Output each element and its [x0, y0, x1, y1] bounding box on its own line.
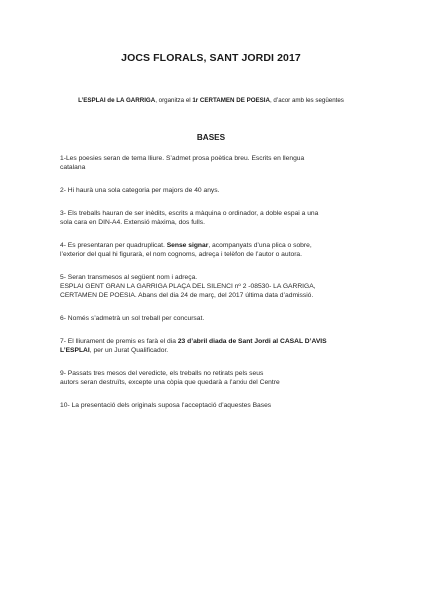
base-item-5 [60, 273, 390, 300]
base-2-line-1: 2- Hi haurà una sola categoria per majors de 40 anys. [60, 187, 220, 194]
base-7-line-2 [60, 346, 390, 355]
base-4-text-a: 4- Es presentaran per quadruplicat. [60, 242, 167, 249]
base-3-line-2: sola cara en DIN-A4. Extensió màxima, dos fulls. [60, 219, 205, 226]
base-7-text-a: 7- El lliurament de premis es farà el dia [60, 338, 178, 345]
base-item-10 [60, 401, 390, 410]
base-6-line-1: 6- Només s’admetrà un sol treball per concursat. [60, 315, 205, 322]
bases-heading: BASES [196, 133, 226, 142]
base-item-4 [60, 241, 390, 259]
base-item-9 [60, 369, 390, 387]
base-7-date-place: 23 d’abril diada de Sant Jordi al CASAL D’AVIS [177, 338, 327, 345]
base-1-line-1: 1-Les poesies seran de tema lliure. S’admet prosa poètica breu. Escrits en llengua [60, 155, 305, 162]
base-7-line-1 [60, 337, 390, 346]
base-item-7 [60, 337, 390, 355]
base-4-text-c: , acompanyats d’una plica o sobre, [208, 242, 312, 249]
base-4-unsigned: Sense signar [166, 242, 209, 249]
base-item-3 [60, 209, 390, 227]
base-5-line-3: CERTAMEN DE POESIA. Abans del dia 24 de març, del 2017 última data d’admissió. [60, 292, 314, 299]
intro-text-1: , organitza el [155, 97, 193, 104]
base-10-line-1: 10- La presentació dels originals suposa l’acceptació d’aquestes Bases [60, 402, 272, 409]
intro-text-2: , d’acor amb les següentes [269, 97, 344, 104]
base-item-2 [60, 186, 390, 195]
intro-organizer: L’ESPLAI de LA GARRIGA [78, 97, 156, 104]
base-item-6 [60, 314, 390, 323]
base-9-line-1: 9- Passats tres mesos del veredicte, els treballs no retirats pels seus [60, 370, 264, 377]
base-item-1 [60, 154, 390, 172]
base-1-line-2: catalana [60, 164, 86, 171]
base-3-line-1: 3- Els treballs hauran de ser inèdits, escrits a màquina o ordinador, a doble espai a una [60, 210, 319, 217]
base-4-line-1 [60, 241, 390, 250]
intro-contest: 1r CERTAMEN DE POESIA [192, 97, 270, 104]
bases-list [60, 154, 390, 424]
base-5-line-2: ESPLAI GENT GRAN LA GARRIGA PLAÇA DEL SILENCI nº 2 -08530- LA GARRIGA, [60, 283, 316, 290]
base-7-venue: L’ESPLAI [60, 347, 90, 354]
base-4-line-2: l’exterior del qual hi figurarà, el nom cognoms, adreça i telèfon de l’autor o autora. [60, 251, 303, 258]
base-7-text-b: , per un Jurat Qualificador. [89, 347, 169, 354]
base-5-line-1: 5- Seran transmesos al següent nom i adreça. [60, 274, 198, 281]
intro-line [0, 97, 422, 104]
document-title: JOCS FLORALS, SANT JORDI 2017 [121, 52, 301, 64]
base-9-line-2: autors seran destruïts, excepte una còpia que quedarà a l’arxiu del Centre [60, 379, 280, 386]
